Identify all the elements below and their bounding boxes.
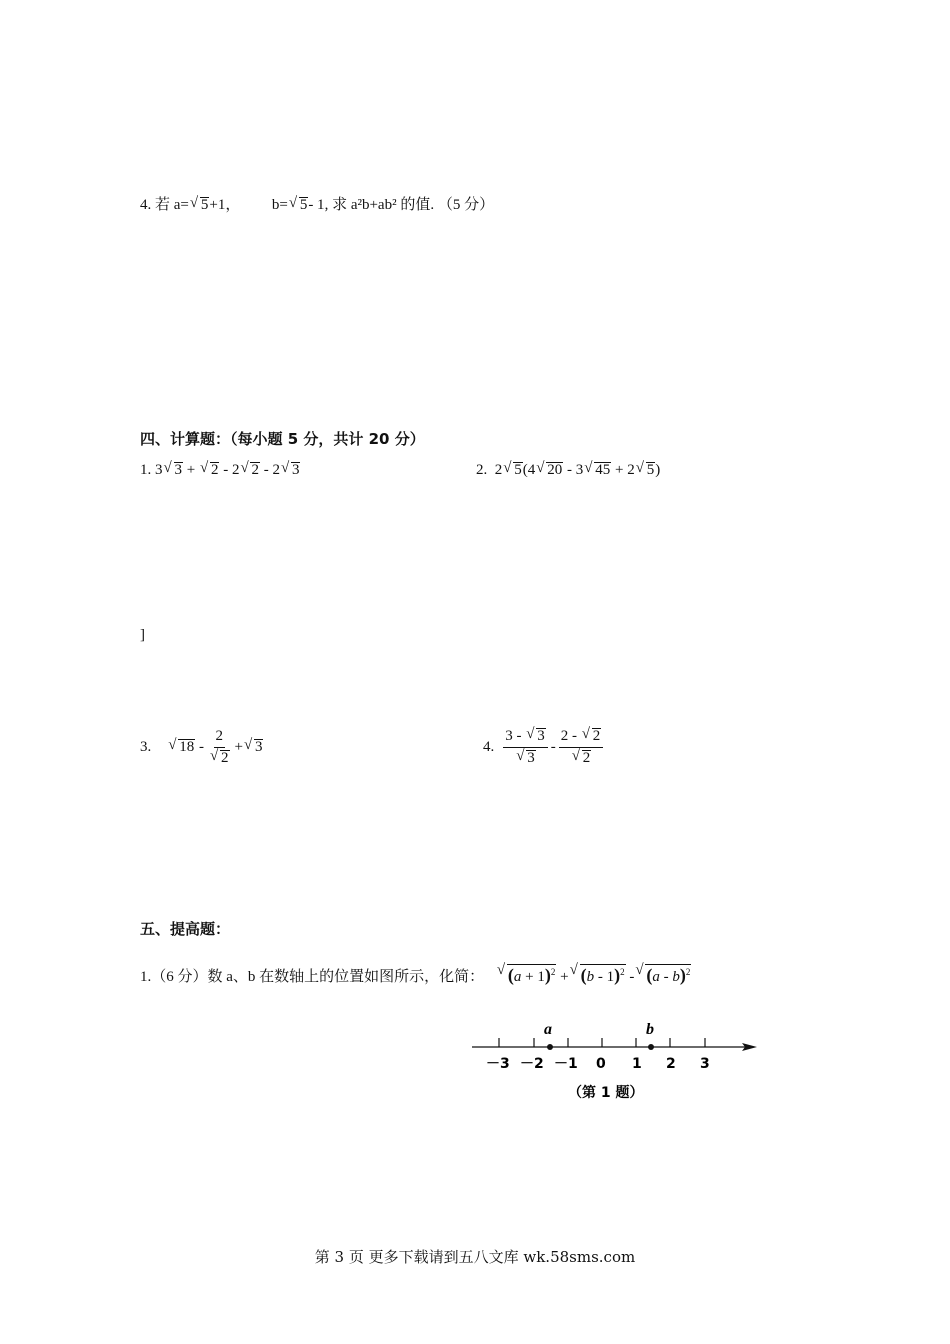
problem-label: 4. bbox=[483, 739, 495, 755]
tick-label: 3 bbox=[700, 1056, 710, 1072]
stray-bracket: ] bbox=[140, 627, 145, 643]
sqrt-a: √ 5 bbox=[189, 195, 209, 213]
number-line-figure bbox=[460, 1010, 770, 1110]
problem-label: 1. bbox=[140, 462, 152, 478]
q4-rest: , 求 a²b+ab² 的值. （5 分） bbox=[324, 197, 495, 213]
sqrt-b: √ 5 bbox=[288, 195, 308, 213]
problem-4-2: 2. 2 √ 5(4 √ 20 - 3 √ 45 + 2 √ 5) bbox=[476, 460, 661, 478]
tick-label: －2 bbox=[520, 1056, 544, 1072]
problem-label: 3. bbox=[140, 739, 152, 755]
problem-4-3: 3. √ 18 - 2 √ 2 + √ 3 bbox=[140, 728, 263, 766]
q4-b-tail: - 1 bbox=[308, 197, 325, 213]
tick-label: 1 bbox=[632, 1056, 642, 1072]
simplify-expression: √ $(a + 1)^2$ + √ (b - 1)$^2$ - √ (a - b)$^2$ bbox=[496, 962, 691, 985]
point-b-dot bbox=[648, 1044, 654, 1050]
section-4-heading: 四、计算题：（每小题 5 分，共计 20 分） bbox=[140, 430, 425, 448]
problem-4-1: 1. 3 √ 3 + √ 2 - 2 √ 2 - 2 √ 3 bbox=[140, 460, 300, 478]
point-a-label: a bbox=[544, 1021, 552, 1038]
question-4 bbox=[140, 193, 494, 214]
q4-b-label: b= bbox=[271, 197, 288, 213]
q4-a-tail: +1， bbox=[209, 197, 241, 213]
point-a-dot bbox=[547, 1044, 553, 1050]
section-5-heading: 五、提高题： bbox=[140, 920, 231, 938]
point-b-label: b bbox=[646, 1021, 654, 1038]
tick-label: －1 bbox=[554, 1056, 578, 1072]
page-footer: 第 3 页 更多下载请到五八文库 wk.58sms.com bbox=[314, 1248, 636, 1266]
tick-label: 2 bbox=[666, 1056, 676, 1072]
tick-label: －3 bbox=[486, 1056, 510, 1072]
question-text: 1.（6 分）数 a、b 在数轴上的位置如图所示，化简： bbox=[140, 969, 485, 985]
figure-caption: （第 1 题） bbox=[568, 1085, 644, 1101]
tick-label: 0 bbox=[596, 1056, 606, 1072]
problem-4-4: 4. 3 - √ 3 √ 3 - 2 - √ 2 √ 2 bbox=[483, 728, 606, 767]
q4-prefix: 4. 若 a= bbox=[140, 197, 189, 213]
section-5-question-1 bbox=[140, 964, 691, 986]
problem-label: 2. bbox=[476, 462, 488, 478]
